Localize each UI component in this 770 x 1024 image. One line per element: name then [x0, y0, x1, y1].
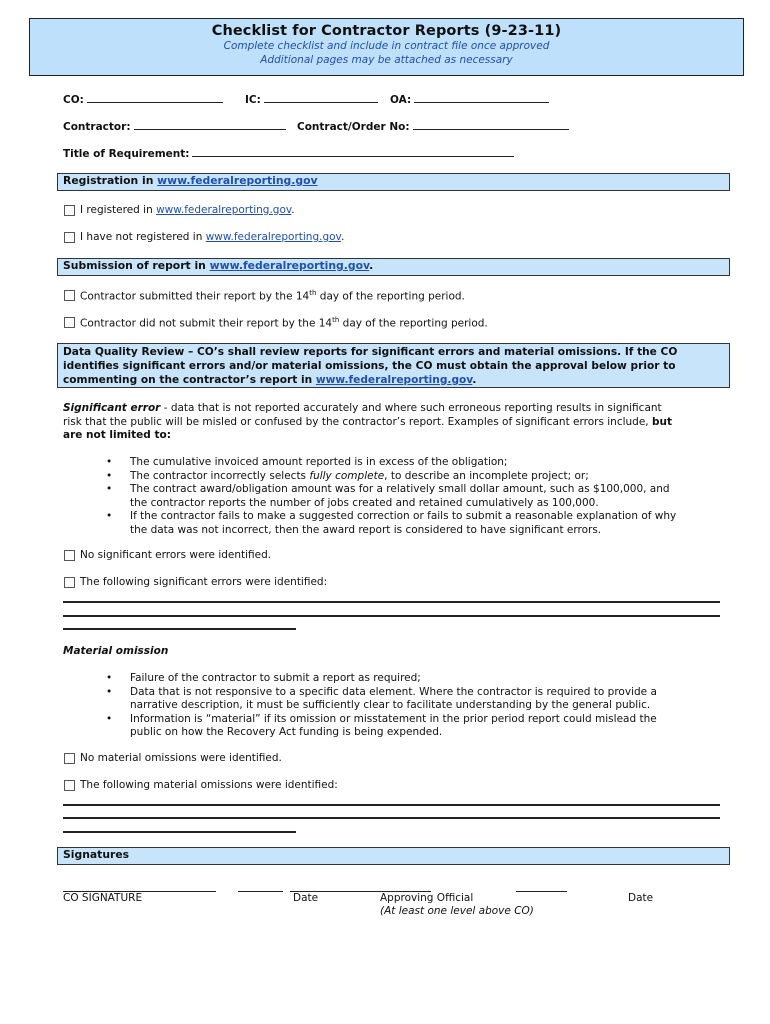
ic-field[interactable] [245, 92, 378, 106]
registered-period: . [291, 204, 295, 216]
header-box [29, 18, 744, 76]
bullet-text: The contract award/obligation amount was for a relatively small dollar amount, such as $100,000, and [130, 483, 670, 495]
list-item [106, 713, 657, 740]
list-item [106, 456, 676, 470]
significant-error-list [106, 456, 676, 537]
oa-line[interactable] [414, 92, 549, 103]
approving-date-line[interactable] [516, 891, 567, 892]
bullet-text: the data was not incorrect, then the award report is considered to have significant errors. [130, 523, 602, 536]
bullet-text: The contractor incorrectly selects [130, 469, 310, 482]
significant-def-2-bold: but [652, 415, 673, 428]
material-omissions-line-1[interactable] [63, 804, 720, 806]
list-item [106, 470, 676, 484]
bullet-text: Failure of the contractor to submit a report as required; [130, 672, 421, 684]
co-signature-label: CO SIGNATURE [63, 892, 143, 904]
dqr-line-3 [63, 373, 729, 387]
no-material-omissions-checkbox[interactable] [64, 753, 75, 764]
submission-heading-link[interactable]: www.federalreporting.gov [209, 259, 370, 272]
material-omissions-identified-label: The following material omissions were identified: [80, 779, 338, 791]
significant-errors-line-1[interactable] [63, 601, 720, 603]
submission-heading-text: Submission of report in [63, 259, 206, 272]
significant-def-2: risk that the public will be misled or confused by the contractor’s report. Examples of significant errors include, [63, 415, 649, 428]
co-date-label: Date [293, 892, 319, 904]
not-submitted-sup: th [332, 316, 340, 324]
data-quality-review-heading [57, 343, 730, 388]
not-registered-checkbox[interactable] [64, 232, 75, 243]
dqr-line-3-text: commenting on the contractor’s report in [63, 374, 313, 386]
submission-heading-period: . [369, 259, 374, 272]
submitted-label [80, 289, 465, 303]
list-item [106, 510, 676, 537]
co-line[interactable] [87, 92, 223, 103]
registration-heading [57, 173, 730, 191]
contractor-label: Contractor: [63, 121, 131, 133]
co-label: CO: [63, 94, 84, 106]
bullet-text: The cumulative invoiced amount reported is in excess of the obligation; [130, 456, 508, 468]
registration-heading-text: Registration in [63, 174, 154, 187]
registration-heading-link[interactable]: www.federalreporting.gov [157, 174, 318, 187]
contractor-line[interactable] [134, 119, 286, 130]
significant-def-3: are not limited to: [63, 429, 171, 441]
list-item [106, 686, 657, 713]
contract-order-field[interactable] [297, 119, 569, 133]
submitted-text-end: day of the reporting period. [319, 290, 465, 303]
significant-errors-line-2[interactable] [63, 615, 720, 617]
bullet-text: narrative description, it must be sufficiently clear to facilitate understanding by the general public. [130, 699, 651, 711]
registered-text: I registered in [80, 204, 153, 216]
no-significant-errors-label: No significant errors were identified. [80, 549, 272, 561]
bullet-text: Information is “material” if its omission or misstatement in the prior period report could mislead the [130, 712, 657, 725]
not-registered-label [80, 231, 344, 243]
approving-official-label: Approving Official [380, 892, 474, 904]
significant-errors-identified-label: The following significant errors were identified: [80, 576, 328, 588]
bullet-text: , to describe an incomplete project; or; [384, 469, 589, 482]
not-submitted-text-end: day of the reporting period. [342, 317, 488, 330]
contract-order-label: Contract/Order No: [297, 121, 410, 133]
material-omissions-line-2[interactable] [63, 817, 720, 819]
registered-link[interactable]: www.federalreporting.gov [156, 204, 292, 216]
not-registered-text: I have not registered in [80, 231, 203, 243]
significant-error-term: Significant error [63, 402, 161, 414]
ic-line[interactable] [264, 92, 378, 103]
submitted-sup: th [309, 289, 317, 297]
no-material-omissions-label: No material omissions were identified. [80, 752, 282, 764]
material-omission-heading: Material omission [63, 645, 169, 657]
bullet-text: If the contractor fails to make a suggested correction or fails to submit a reasonable explanation of why [130, 510, 677, 522]
not-submitted-text: Contractor did not submit their report by the 14 [80, 317, 333, 330]
significant-def-1: - data that is not reported accurately and where such erroneous reporting results in significant [160, 402, 662, 414]
no-significant-errors-checkbox[interactable] [64, 550, 75, 561]
list-item [106, 483, 676, 510]
dqr-line-1: Data Quality Review – CO’s shall review reports for significant errors and material omissions. If the CO [63, 346, 678, 358]
submitted-text: Contractor submitted their report by the 14 [80, 290, 310, 303]
contract-order-line[interactable] [413, 119, 569, 130]
dqr-period: . [472, 374, 477, 386]
signatures-heading: Signatures [57, 847, 730, 865]
significant-errors-line-3[interactable] [63, 628, 296, 630]
significant-error-definition [63, 402, 672, 443]
co-field[interactable] [63, 92, 223, 106]
page-title: Checklist for Contractor Reports (9-23-11) [211, 23, 562, 39]
bullet-text: Data that is not responsive to a specific data element. Where the contractor is required to provide a [130, 685, 657, 698]
title-requirement-line[interactable] [192, 146, 514, 157]
submission-heading [57, 258, 730, 276]
bullet-italic: fully complete [309, 469, 385, 482]
registered-label [80, 204, 295, 216]
oa-label: OA: [390, 94, 412, 106]
header-subtitle-1: Complete checklist and include in contract file once approved [223, 40, 550, 52]
approving-date-label: Date [628, 892, 654, 904]
title-requirement-label: Title of Requirement: [63, 148, 190, 160]
ic-label: IC: [245, 94, 261, 106]
list-item [106, 672, 657, 686]
significant-errors-identified-checkbox[interactable] [64, 577, 75, 588]
contractor-field[interactable] [63, 119, 286, 133]
not-submitted-checkbox[interactable] [64, 317, 75, 328]
not-registered-period: . [340, 231, 345, 243]
oa-field[interactable] [390, 92, 549, 106]
bullet-text: public on how the Recovery Act funding is being expended. [130, 726, 443, 738]
co-date-line[interactable] [238, 891, 283, 892]
approving-official-note: (At least one level above CO) [380, 905, 534, 917]
header-subtitle-2: Additional pages may be attached as necessary [260, 54, 513, 66]
material-omissions-line-3[interactable] [63, 831, 296, 833]
material-omission-list [106, 672, 657, 740]
title-requirement-field[interactable] [63, 146, 514, 160]
submitted-checkbox[interactable] [64, 290, 75, 301]
dqr-line-2: identifies significant errors and/or material omissions, the CO must obtain the approval below prior to [63, 360, 676, 372]
bullet-text: the contractor reports the number of jobs created and retained cumulatively as 100,000. [130, 496, 599, 509]
not-registered-link[interactable]: www.federalreporting.gov [205, 231, 341, 243]
not-submitted-label [80, 316, 488, 330]
registered-checkbox[interactable] [64, 205, 75, 216]
material-omissions-identified-checkbox[interactable] [64, 780, 75, 791]
dqr-link[interactable]: www.federalreporting.gov [315, 374, 473, 386]
